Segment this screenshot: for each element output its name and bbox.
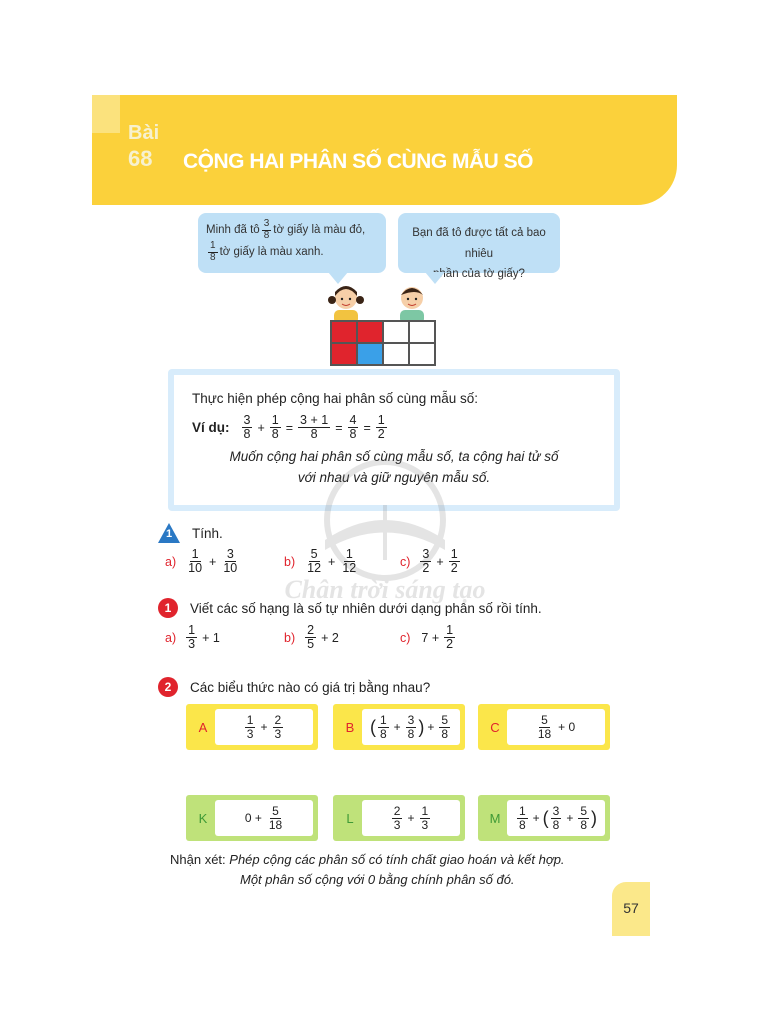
denominator: 8 [263, 229, 270, 241]
grid-cell [383, 343, 409, 365]
exercise-2-header [158, 598, 542, 618]
numerator: 1 [518, 803, 526, 818]
numerator: 3 + 1 [300, 413, 329, 427]
numerator: 1 [379, 712, 387, 727]
watermark-text: Chân trời sáng tạo [284, 575, 486, 604]
lesson-number: 68 [128, 146, 153, 171]
denominator: 8 [349, 427, 357, 442]
denominator: 2 [422, 561, 430, 576]
item-label: b) [284, 554, 296, 569]
fraction [536, 714, 553, 740]
operator: + [260, 720, 268, 734]
denominator: 3 [274, 726, 282, 741]
numerator: 3 [407, 712, 415, 727]
grid-cell [409, 321, 435, 343]
card-label: B [345, 719, 355, 735]
denominator: 8 [271, 427, 279, 442]
expression-prefix: 7 + [421, 630, 440, 645]
denominator: 8 [518, 817, 526, 832]
operator: + [209, 554, 217, 569]
numerator: 3 [226, 547, 234, 561]
bubble-text: tờ giấy là màu xanh. [219, 246, 324, 258]
operator: + [427, 720, 435, 734]
card-expression [507, 800, 605, 836]
item-label: a) [165, 554, 177, 569]
denominator: 2 [450, 561, 458, 576]
fraction [208, 241, 218, 263]
card-label: A [198, 719, 208, 735]
exercise-1-header [158, 523, 223, 543]
expression-rest: + 2 [321, 630, 339, 645]
publisher-watermark-logo [270, 460, 500, 610]
numerator: 1 [210, 240, 216, 251]
remark [170, 850, 630, 890]
exercise-title: Viết các số hạng là số tự nhiên dưới dạng phân số rồi tính. [190, 600, 542, 616]
numerator: 5 [310, 547, 318, 561]
denominator: 3 [188, 637, 196, 652]
fraction [378, 714, 389, 740]
numerator: 1 [271, 413, 279, 427]
grid-cell [331, 343, 357, 365]
numerator: 1 [191, 547, 199, 561]
operator: + [393, 720, 401, 734]
option-card-m[interactable] [478, 795, 610, 841]
operator: + [407, 811, 415, 825]
denominator: 10 [223, 561, 238, 576]
paren-close: ) [591, 808, 598, 828]
operator: + [532, 811, 540, 825]
numerator: 2 [274, 712, 282, 727]
exercise-1c [400, 548, 462, 575]
fraction [267, 805, 284, 831]
fraction [348, 414, 359, 441]
rule-intro: Thực hiện phép cộng hai phân số cùng mẫu số: [192, 391, 478, 406]
numerator: 2 [307, 623, 315, 637]
exercise-1b [284, 548, 360, 575]
denominator: 8 [210, 251, 216, 263]
card-label: C [490, 719, 500, 735]
fraction [444, 624, 455, 651]
fraction [262, 219, 272, 241]
exercise-title: Tính. [192, 525, 223, 541]
bubble-text: Bạn đã tô được tất cả bao nhiêu [412, 227, 546, 260]
grid-cell [331, 321, 357, 343]
card-label: K [198, 810, 208, 826]
option-card-b[interactable] [333, 704, 465, 750]
fraction [245, 714, 256, 740]
exercise-badge: 1 [158, 598, 178, 618]
fraction [406, 714, 417, 740]
denominator: 2 [446, 637, 454, 652]
numerator: 2 [393, 803, 401, 818]
rule-line: với nhau và giữ nguyên mẫu số. [297, 469, 491, 485]
operator: + [566, 811, 574, 825]
denominator: 3 [421, 817, 429, 832]
operator: = [285, 420, 294, 435]
denominator: 8 [243, 427, 251, 442]
paren-open: ( [542, 808, 549, 828]
denominator: 3 [246, 726, 254, 741]
fraction [305, 548, 323, 575]
item-label: a) [165, 630, 177, 645]
fraction [449, 548, 460, 575]
fraction [270, 414, 281, 441]
fraction [551, 805, 562, 831]
example-label: Ví dụ: [192, 420, 230, 436]
denominator: 8 [407, 726, 415, 741]
expression-rest: + 0 [558, 720, 576, 734]
exercise-1a [165, 548, 241, 575]
numerator: 1 [446, 623, 454, 637]
item-label: b) [284, 630, 296, 645]
denominator: 8 [552, 817, 560, 832]
card-expression [362, 709, 460, 745]
bubble-text: phần của tờ giấy? [433, 268, 525, 281]
fraction [420, 805, 431, 831]
card-expression [507, 709, 605, 745]
example-row [192, 414, 596, 441]
speech-bubble-left [198, 213, 386, 273]
denominator: 5 [307, 637, 315, 652]
denominator: 12 [342, 561, 357, 576]
numerator: 4 [349, 413, 357, 427]
fraction [242, 414, 253, 441]
denominator: 18 [537, 726, 552, 741]
exercise-badge: 2 [158, 677, 178, 697]
header-accent-strip [92, 95, 120, 133]
numerator: 3 [243, 413, 251, 427]
operator: = [335, 420, 343, 435]
numerator: 1 [421, 803, 429, 818]
remark-line: Phép cộng các phân số có tính chất giao hoán và kết hợp. [229, 852, 565, 867]
numerator: 3 [422, 547, 430, 561]
children-illustration [326, 280, 438, 324]
fraction [340, 548, 358, 575]
card-label: M [489, 810, 501, 826]
numerator: 3 [263, 218, 270, 229]
fraction [298, 414, 330, 441]
example-expression [240, 414, 389, 441]
fraction [439, 714, 450, 740]
badge-number: 1 [166, 528, 173, 540]
numerator: 1 [246, 712, 254, 727]
fraction [420, 548, 431, 575]
card-expression [362, 800, 460, 836]
denominator: 2 [377, 427, 385, 442]
numerator: 5 [541, 712, 548, 727]
exercise-2c [400, 624, 457, 651]
numerator: 1 [188, 623, 196, 637]
operator: = [363, 420, 371, 435]
numerator: 1 [345, 547, 353, 561]
remark-label: Nhận xét: [170, 852, 226, 867]
denominator: 8 [441, 726, 449, 741]
bubble-text: Minh đã tô [206, 224, 260, 236]
fraction [186, 624, 197, 651]
lesson-title: CỘNG HAI PHÂN SỐ CÙNG MẪU SỐ [183, 150, 534, 173]
paren-close: ) [418, 717, 425, 737]
fraction [305, 624, 316, 651]
exercise-2b [284, 624, 342, 651]
fraction [578, 805, 589, 831]
item-label: c) [400, 554, 411, 569]
operator: + [328, 554, 336, 569]
card-expression [215, 709, 313, 745]
denominator: 8 [580, 817, 588, 832]
fraction [273, 714, 284, 740]
denominator: 8 [310, 427, 318, 442]
grid-cell [383, 321, 409, 343]
operator: + [257, 420, 265, 435]
denominator: 8 [379, 726, 387, 741]
numerator: 3 [552, 803, 560, 818]
fraction [376, 414, 387, 441]
denominator: 10 [188, 561, 203, 576]
option-card-c[interactable] [478, 704, 610, 750]
expression-prefix: 0 + [244, 811, 262, 825]
exercise-title: Các biểu thức nào có giá trị bằng nhau? [190, 679, 431, 695]
numerator: 1 [450, 547, 458, 561]
page-number: 57 [623, 900, 639, 916]
card-label: L [346, 810, 354, 826]
grid-cell [357, 343, 383, 365]
exercise-3-header [158, 677, 430, 697]
denominator: 3 [393, 817, 401, 832]
option-card-a[interactable] [186, 704, 318, 750]
grid-cell [409, 343, 435, 365]
numerator: 5 [580, 803, 588, 818]
fraction [517, 805, 528, 831]
rule-line: Muốn cộng hai phân số cùng mẫu số, ta cộng hai tử số [229, 449, 559, 465]
lesson-label: Bài [128, 122, 160, 144]
numerator: 5 [272, 803, 279, 818]
paren-open: ( [369, 717, 376, 737]
expression-rest: + 1 [202, 630, 220, 645]
speech-bubble-right [398, 213, 560, 281]
exercise-badge-triangle [158, 523, 180, 543]
grid-cell [357, 321, 383, 343]
paper-grid [330, 320, 436, 366]
option-card-k[interactable] [186, 795, 318, 841]
remark-line: Một phân số cộng với 0 bằng chính phân số đó. [240, 872, 515, 888]
card-expression [215, 800, 313, 836]
fraction [221, 548, 239, 575]
denominator: 18 [268, 817, 283, 832]
fraction [392, 805, 403, 831]
option-card-l[interactable] [333, 795, 465, 841]
fraction [186, 548, 204, 575]
bubble-text: tờ giấy là màu đỏ, [273, 224, 366, 236]
numerator: 5 [441, 712, 449, 727]
numerator: 1 [377, 413, 385, 427]
operator: + [436, 554, 444, 569]
exercise-2a [165, 624, 223, 651]
denominator: 12 [307, 561, 322, 576]
item-label: c) [400, 630, 411, 645]
